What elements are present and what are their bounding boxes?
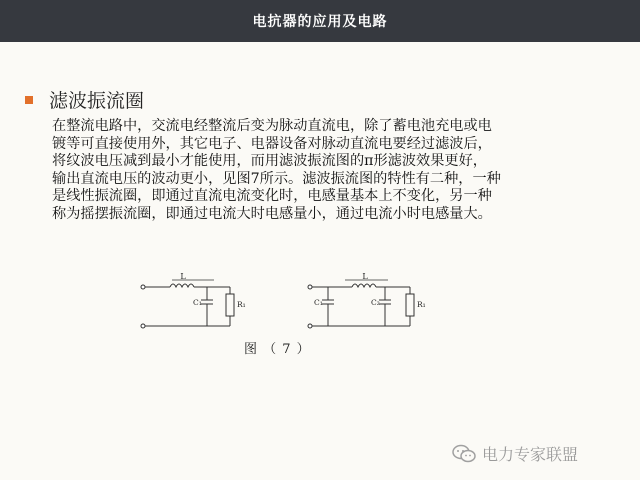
watermark [452,442,578,465]
resistor-label: R₁ [237,300,246,309]
slide-header [0,0,640,42]
body-line: 是线性振流圈，即通过直流电流变化时，电感量基本上不变化，另一种 [52,188,492,204]
watermark-text: 电力专家联盟 [482,445,579,464]
circuit-diagram-1 [141,284,234,328]
body-line: 称为摇摆振流圈，即通过电流大时电感量小，通过电流小时电感量大。 [52,205,492,222]
capacitor-2-label: C₂ [371,298,380,307]
resistor-symbol [226,294,234,316]
body-line: 输出直流电压的波动更小，见图7所示。滤波振流图的特性有二种，一种 [52,170,501,187]
resistor-symbol [406,294,414,316]
section-bullet-icon [25,96,33,104]
body-line: 镀等可直接使用外，其它电子、电器设备对脉动直流电要经过滤波后， [52,135,492,152]
capacitor-1-label: C₁ [314,298,323,307]
capacitor-label: C₁ [193,298,202,307]
body-line: 将纹波电压减到最小才能使用，而用滤波振流图的π形滤波效果更好， [52,153,487,169]
inductor-symbol [170,284,194,287]
inductor-symbol [352,284,376,287]
body-paragraph [52,118,612,223]
section-title: 滤波振流圈 [49,90,145,112]
circuit-diagram-2 [308,284,414,328]
inductor-label: L [180,272,186,281]
body-line: 在整流电路中，交流电经整流后变为脉动直流电，除了蓄电池充电或电 [52,118,492,134]
inductor-label: L [362,272,368,281]
figure-caption: 图 （ 7 ） [244,342,311,357]
resistor-label: R₁ [417,300,426,309]
wechat-icon [452,444,476,464]
slide-title: 电抗器的应用及电路 [252,14,388,30]
